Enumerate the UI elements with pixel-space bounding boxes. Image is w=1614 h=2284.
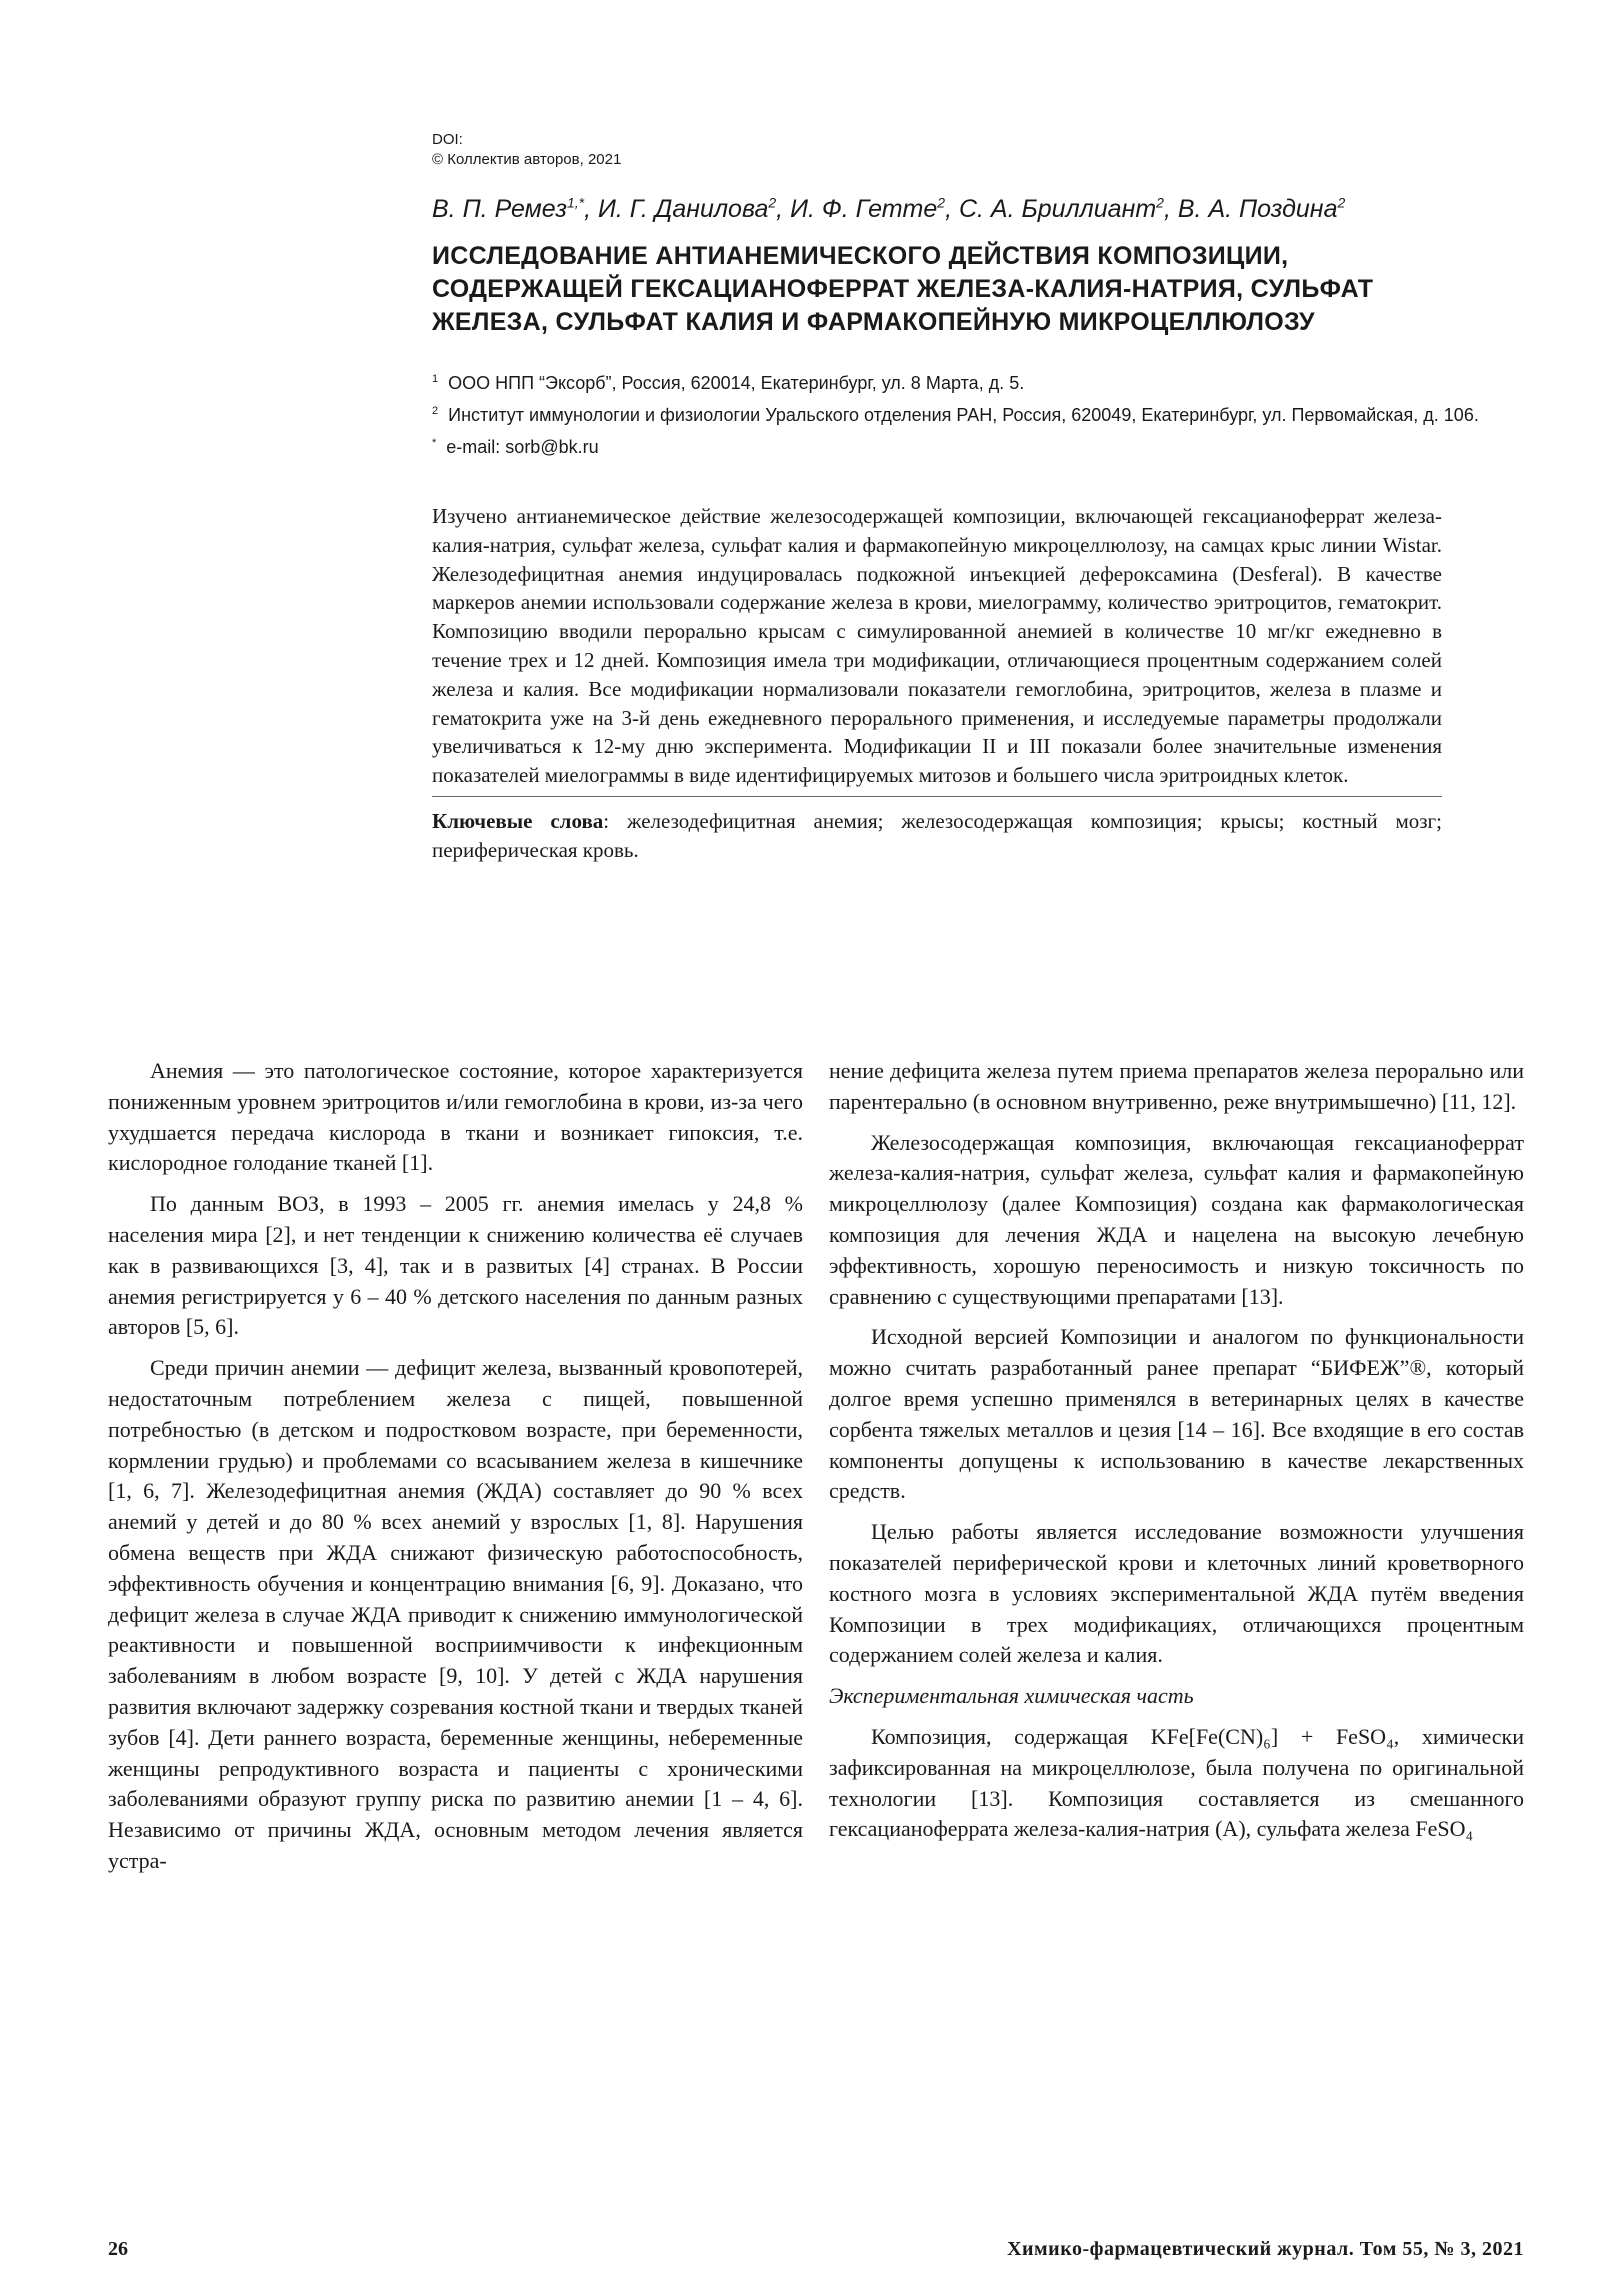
body-paragraph: Железосодержащая композиция, включающая гексацианоферрат железа-калия-натрия, сульфат железа, сульфат калия и фармакопейную микроцеллюлозу (далее Композиция) создана как фармакологическая композиция для лечения ЖДА и нацелена на высокую лечебную эффективность, хорошую переносимость и низкую токсичность по сравнению с существующими препаратами [13]. <box>829 1129 1524 1309</box>
body-paragraph: По данным ВОЗ, в 1993 – 2005 гг. анемия имелась у 24,8 % населения мира [2], и нет тенденции к снижению количества её случаев как в развивающихся [3, 4], так и в развитых [4] странах. В России анемия регистрируется у 6 – 40 % детского населения по данным разных авторов [5, 6]. <box>108 1191 803 1340</box>
journal-citation: Химико-фармацевтический журнал. Том 55, № 3, 2021 <box>1007 2238 1524 2260</box>
author: С. А. Бриллиант$^2$, <box>958 195 1178 224</box>
article-title <box>432 240 1512 339</box>
abstract <box>432 502 1442 865</box>
title-line: ИССЛЕДОВАНИЕ АНТИАНЕМИЧЕСКОГО ДЕЙСТВИЯ КОМПОЗИЦИИ, <box>432 242 1289 271</box>
page-number: 26 <box>108 2238 128 2260</box>
body-paragraph: Среди причин анемии — дефицит железа, вызванный кровопотерей, недостаточным потреблением железа с пищей, повышенной потребностью (в детском и подростковом возрасте, при беременности, кормлении грудью) и проблемами со всасыванием железа в кишечнике [1, 6, 7]. Железодефицитная анемия (ЖДА) составляет до 90 % всех анемий у детей и до 80 % всех анемий у взрослых [1, 8]. Нарушения обмена веществ при ЖДА снижают физическую работоспособность, эффективность обучения и концентрацию внимания [6, 9]. Доказано, что дефицит железа в случае ЖДА приводит к снижению иммунологической реактивности и повышенной восприимчивости к инфекционным заболеваниям в любом возрасте [9, 10]. У детей с ЖДА нарушения развития включают задержку созревания костной ткани и твердых тканей зубов [4]. Дети раннего возраста, беременные женщины, небеременные женщины репродуктивного возраста и пациенты с хроническими заболеваниями образуют группу риска по развитию анемии [1 – 4, 6]. Независимо от причины ЖДА, основным методом лечения является устра- <box>108 1355 803 1873</box>
title-line: ЖЕЛЕЗА, СУЛЬФАТ КАЛИЯ И ФАРМАКОПЕЙНУЮ МИКРОЦЕЛЛЮЛОЗУ <box>432 308 1315 337</box>
author: И. Ф. Гетте$^2$, <box>790 195 959 224</box>
author: В. П. Ремез$^{1,*}$, <box>432 195 599 224</box>
keywords <box>432 807 1442 865</box>
body-paragraph: Исходной версией Композиции и аналогом по функциональности можно считать разработанный ранее препарат “БИФЕЖ”®, который долгое время успешно применялся в ветеринарных целях в качестве сорбента тяжелых металлов и цезия [14 – 16]. Все входящие в его состав компоненты допущены к использованию в качестве лекарственных средств. <box>829 1324 1524 1504</box>
article-header <box>432 130 1512 461</box>
abstract-text: Изучено антианемическое действие железосодержащей композиции, включающей гексацианоферрат железа-калия-натрия, сульфат железа, сульфат калия и фармакопейную микроцеллюлозу, на самцах крыс линии Wistar. Железодефицитная анемия индуцировалась подкожной инъекцией дефероксамина (Desferal). В качестве маркеров анемии использовали содержание железа в крови, миелограмму, количество эритроцитов, гематокрит. Композицию вводили перорально крысам с симулированной анемией в количестве 10 мг/кг ежедневно в течение трех и 12 дней. Композиция имела три модификации, отличающиеся процентным содержанием солей железа и калия. Все модификации нормализовали показатели гемоглобина, эритроцитов, железа в плазме и гематокрита уже на 3-й день ежедневного перорального применения, и исследуемые параметры продолжали увеличиваться к 12-му дню эксперимента. Модификации II и III показали более значительные изменения показателей миелограммы в виде идентифицируемых митозов и большего числа эритроидных клеток. <box>432 504 1442 788</box>
body-column-right <box>829 1056 1524 1855</box>
abstract-divider <box>432 796 1442 797</box>
copyright-line: © Коллектив авторов, 2021 <box>432 151 622 168</box>
author: И. Г. Данилова$^2$, <box>598 195 791 224</box>
section-heading: Экспериментальная химическая часть <box>829 1683 1194 1709</box>
title-line: СОДЕРЖАЩЕЙ ГЕКСАЦИАНОФЕРРАТ ЖЕЛЕЗА-КАЛИЯ-НАТРИЯ, СУЛЬФАТ <box>432 275 1374 304</box>
affiliations <box>432 365 1512 461</box>
keywords-text: : железодефицитная анемия; железосодержащая композиция; крысы; костный мозг; периферическая кровь. <box>432 808 1442 862</box>
body-column-left <box>108 1056 803 1887</box>
body-paragraph: Целью работы является исследование возможности улучшения показателей периферической крови и клеточных линий кроветворного костного мозга в условиях экспериментальной ЖДА путём введения Композиции в трех модификациях, отличающихся процентным содержанием солей железа и калия. <box>829 1519 1524 1668</box>
keywords-label: Ключевые слова <box>432 808 604 833</box>
author: В. А. Поздина$^2$ <box>1177 195 1346 224</box>
body-paragraph-continuation: нение дефицита железа путем приема препаратов железа перорально или парентерально (в основном внутривенно, реже внутримышечно) [11, 12]. <box>829 1058 1524 1114</box>
body-paragraph: Композиция, содержащая KFe[Fe(CN)₆] + FeSO₄, химически зафиксированная на микроцеллюлозе, была получена по оригинальной технологии [13]. Композиция составляется из смешанного гексацианоферрата железа-калия-натрия (А), сульфата железа FeSO₄ <box>829 1723 1524 1842</box>
affiliation-email: * e-mail: sorb@bk.ru <box>432 437 599 458</box>
body-paragraph: Анемия — это патологическое состояние, которое характеризуется пониженным уровнем эритроцитов и/или гемоглобина в крови, из-за чего ухудшается передача кислорода в ткани и возникает гипоксия, т.е. кислородное голодание тканей [1]. <box>108 1058 803 1176</box>
page-footer <box>108 2238 1524 2268</box>
author-list <box>432 186 1512 226</box>
affiliation: $^2$ Институт иммунологии и физиологии Уральского отделения РАН, Россия, 620049, Екатеринбург, ул. Первомайская, д. 106. <box>432 405 1479 426</box>
doi-label: DOI: <box>432 131 463 148</box>
affiliation: $^1$ ООО НПП “Эксорб”, Россия, 620014, Екатеринбург, ул. 8 Марта, д. 5. <box>432 373 1025 394</box>
